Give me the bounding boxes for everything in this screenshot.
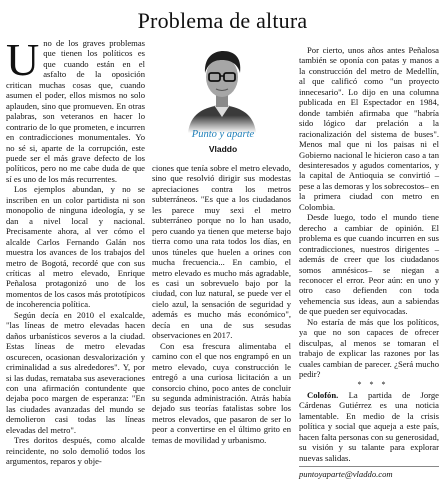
paragraph: Uno de los graves problemas que tienen los políticos es que cuando están en el asfalto de la oposición critican muchas cosas que, cuando asumen el poder, ellos mismos no solo aplauden, sino que promueven. En otras palabras, son veteranos en hacer lo contrario de lo que prometen, e incurren en contradicciones monumentales. Yo no sé si, aparte de la corrupción, este puede ser el más grave defecto de los políticos, pero no me cabe duda de que sí es uno de los más recurrentes. xyxy=(6,34,145,184)
paragraph: No estaría de más que los políticos, ya que no son capaces de ofrecer disculpas, al menos se tomaran el trabajo de explicar las razones por las cuales cambian de parecer. ¿Será mucho pedir? xyxy=(299,316,439,380)
author-name: Vladdo xyxy=(208,144,238,154)
section-separator: * * * xyxy=(357,379,389,389)
drop-cap: U xyxy=(6,34,40,85)
colofon-label: Colofón. xyxy=(307,389,339,400)
paragraph: Según decía en 2010 el exalcalde, "las líneas de metro elevadas hacen daños urbanísticos severos a la ciudad. Estas líneas de metro elevadas oscurecen, ocasionan desvalorización y criminalidad a sus alrededores". Y, por si las dudas, remataba sus aseveraciones con una afirmación contundente que dejaba poco margen de esperanza: "En las ciudades avanzadas del mundo se demolieron casi todas las líneas elevadas del metro". xyxy=(6,309,145,435)
paragraph: Desde luego, todo el mundo tiene derecho a cambiar de opinión. El problema es que cuando incurren en sus contradicciones, nuestros dirigentes –además de creer que los ciudadanos somos amnésicos– se niegan a reconocer el error. Peor aún: en uno y otro caso defienden con toda vehemencia sus ideas, aun a sabiendas de que pueden ser equivocadas. xyxy=(299,212,439,317)
article-column-3 xyxy=(299,45,439,463)
article-column-2 xyxy=(152,163,291,445)
footer-divider xyxy=(299,466,439,467)
article-column-1 xyxy=(6,34,145,467)
author-email[interactable]: puntoyaparte@vladdo.com xyxy=(299,469,393,479)
article-title: Problema de altura xyxy=(137,8,308,33)
paragraph: Por cierto, unos años antes Peñalosa también se oponía con patas y manos a la construcción del metro de Medellín, al que calificó como "un proyecto innecesario". Lo dijo en una columna publicada en El Espectador en 1984, donde también afirmaba que "habría sido lógico dar prelación a la racionalización del sistema de buses". Menos mal que ni los paisas ni el Gobierno nacional le hicieron caso a tan desinteresados y agudos comentarios, y la capital de Antioquia se convirtió –pese a las demoras y los sobrecostos– en la primera ciudad con metro en Colombia. xyxy=(299,45,439,212)
colofon-text: La partida de Jorge Cárdenas Gutiérrez es una noticia lamentable. En medio de la crisis política y social que aqueja a este país, hacen falta personas con su generosidad, su visión y su talante para explorar nuevas salidas. xyxy=(299,389,439,463)
author-portrait-icon xyxy=(186,45,258,133)
colofon-paragraph xyxy=(299,390,439,463)
column-brand: Punto y aparte xyxy=(191,129,255,140)
paragraph: ciones que tenía sobre el metro elevado, sino que resolvió dirigir sus modestas apreciaciones contra los metros subterráneos. "Es que a los ciudadanos les parece muy sexi el metro subterráneo porque no lo han usado, pero cuando ya tienen que meterse bajo tierra como una rata todos los días, en unos túneles que huelen a orines con mucha frecuencia... En cambio, el metro elevado es mucho más agradable, es casi un sobrevuelo bajo por la ciudad, con luz natural, se puede ver el cielo azul, la sensación de seguridad y además es mucho más económico", decía en una de sus sesudas observaciones en 2017. xyxy=(152,163,291,341)
paragraph: Los ejemplos abundan, y no se inscriben en un color partidista ni son monopolio de ninguna ideología, y se dan a nivel local y nacional. Precisamente ahora, al ver cómo el alcalde Carlos Fernando Galán nos muestra los avances de los trabajos del metro de Bogotá, recordé que con sus críticas al metro elevado, Enrique Peñalosa protagonizó uno de los momentos de los casos más prototípicos de incoherencia política. xyxy=(6,184,145,310)
author-block xyxy=(158,45,288,157)
paragraph: Con esa frescura alimentaba el camino con el que nos engrampó en un metro elevado, cuya construcción le entregó a una curiosa licitación a un consorcio chino, poco antes de concluir su segunda administración. Atrás había dejado sus teorías fatalistas sobre los metros elevados, que pasaron de ser lo peor a convertirse en el último grito en temas de movilidad y urbanismo. xyxy=(152,340,291,445)
paragraph: Tres doritos después, como alcalde reincidente, no solo demolió todos los argumentos, reparos y obje- xyxy=(6,435,145,467)
